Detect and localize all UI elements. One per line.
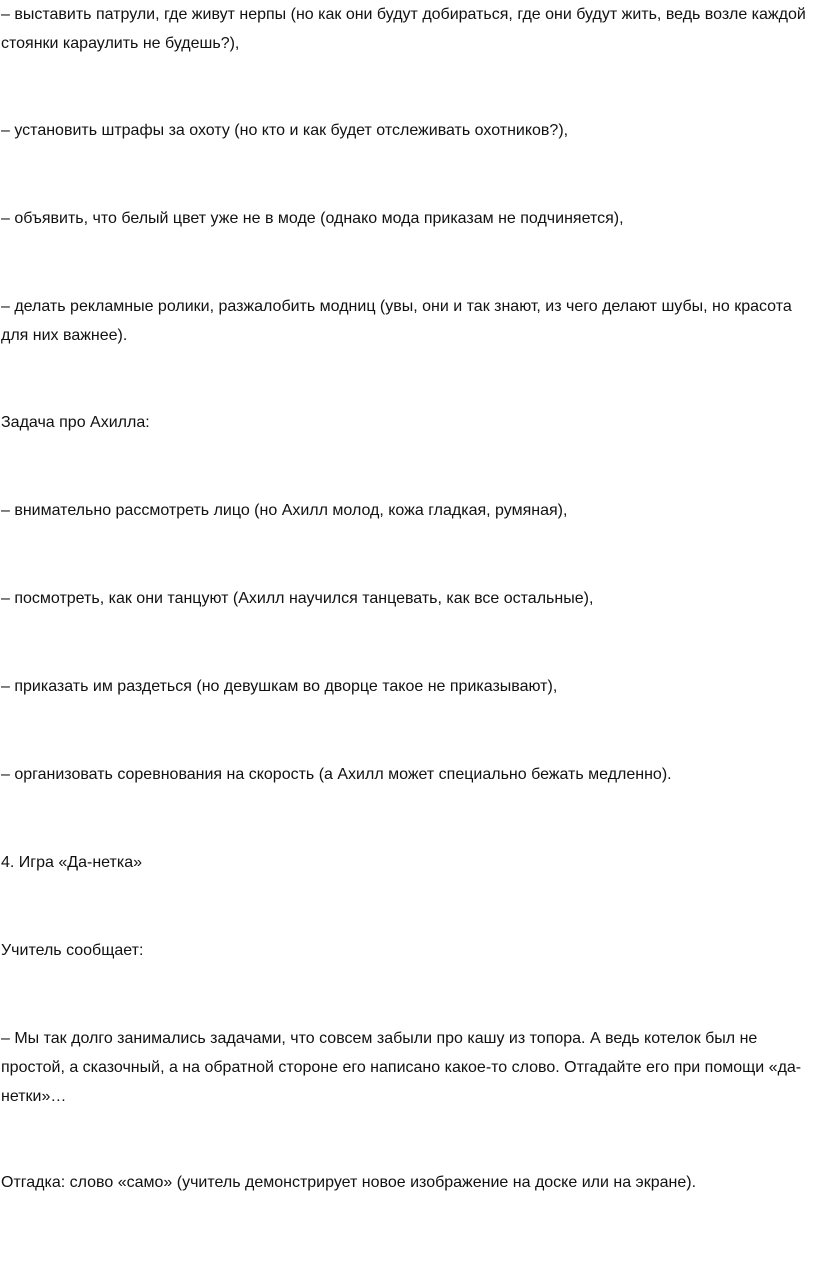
paragraph-face: – внимательно рассмотреть лицо (но Ахилл молод, кожа гладкая, румяная), xyxy=(1,502,568,519)
paragraph-fashion: – объявить, что белый цвет уже не в моде (однако мода приказам не подчиняется), xyxy=(1,210,624,227)
paragraph-undress: – приказать им раздеться (но девушкам во дворце такое не приказывают), xyxy=(1,678,558,695)
paragraph-teacher-says: Учитель сообщает: xyxy=(1,942,144,959)
paragraph-dance: – посмотреть, как они танцуют (Ахилл научился танцевать, как все остальные), xyxy=(1,590,594,607)
paragraph-ads: – делать рекламные ролики, разжалобить модниц (увы, они и так знают, из чего делают шубы, но красота для них важнее). xyxy=(1,298,792,344)
paragraph-answer: Отгадка: слово «само» (учитель демонстрирует новое изображение на доске или на экране). xyxy=(1,1174,697,1191)
paragraph-race: – организовать соревнования на скорость (а Ахилл может специально бежать медленно). xyxy=(1,766,672,783)
heading-game-da-netka: 4. Игра «Да-нетка» xyxy=(1,854,143,871)
paragraph-axe-porridge: – Мы так долго занимались задачами, что совсем забыли про кашу из топора. А ведь котелок был не простой, а сказочный, а на обратной стороне его написано какое-то слово. Отгадайте его при помощи «да-нетки»… xyxy=(1,1030,802,1105)
heading-achilles-task: Задача про Ахилла: xyxy=(1,414,150,431)
paragraph-fines: – установить штрафы за охоту (но кто и как будет отслеживать охотников?), xyxy=(1,122,569,139)
paragraph-patrols: – выставить патрули, где живут нерпы (но как они будут добираться, где они будут жить, ведь возле каждой стоянки караулить не будешь?), xyxy=(1,6,806,52)
